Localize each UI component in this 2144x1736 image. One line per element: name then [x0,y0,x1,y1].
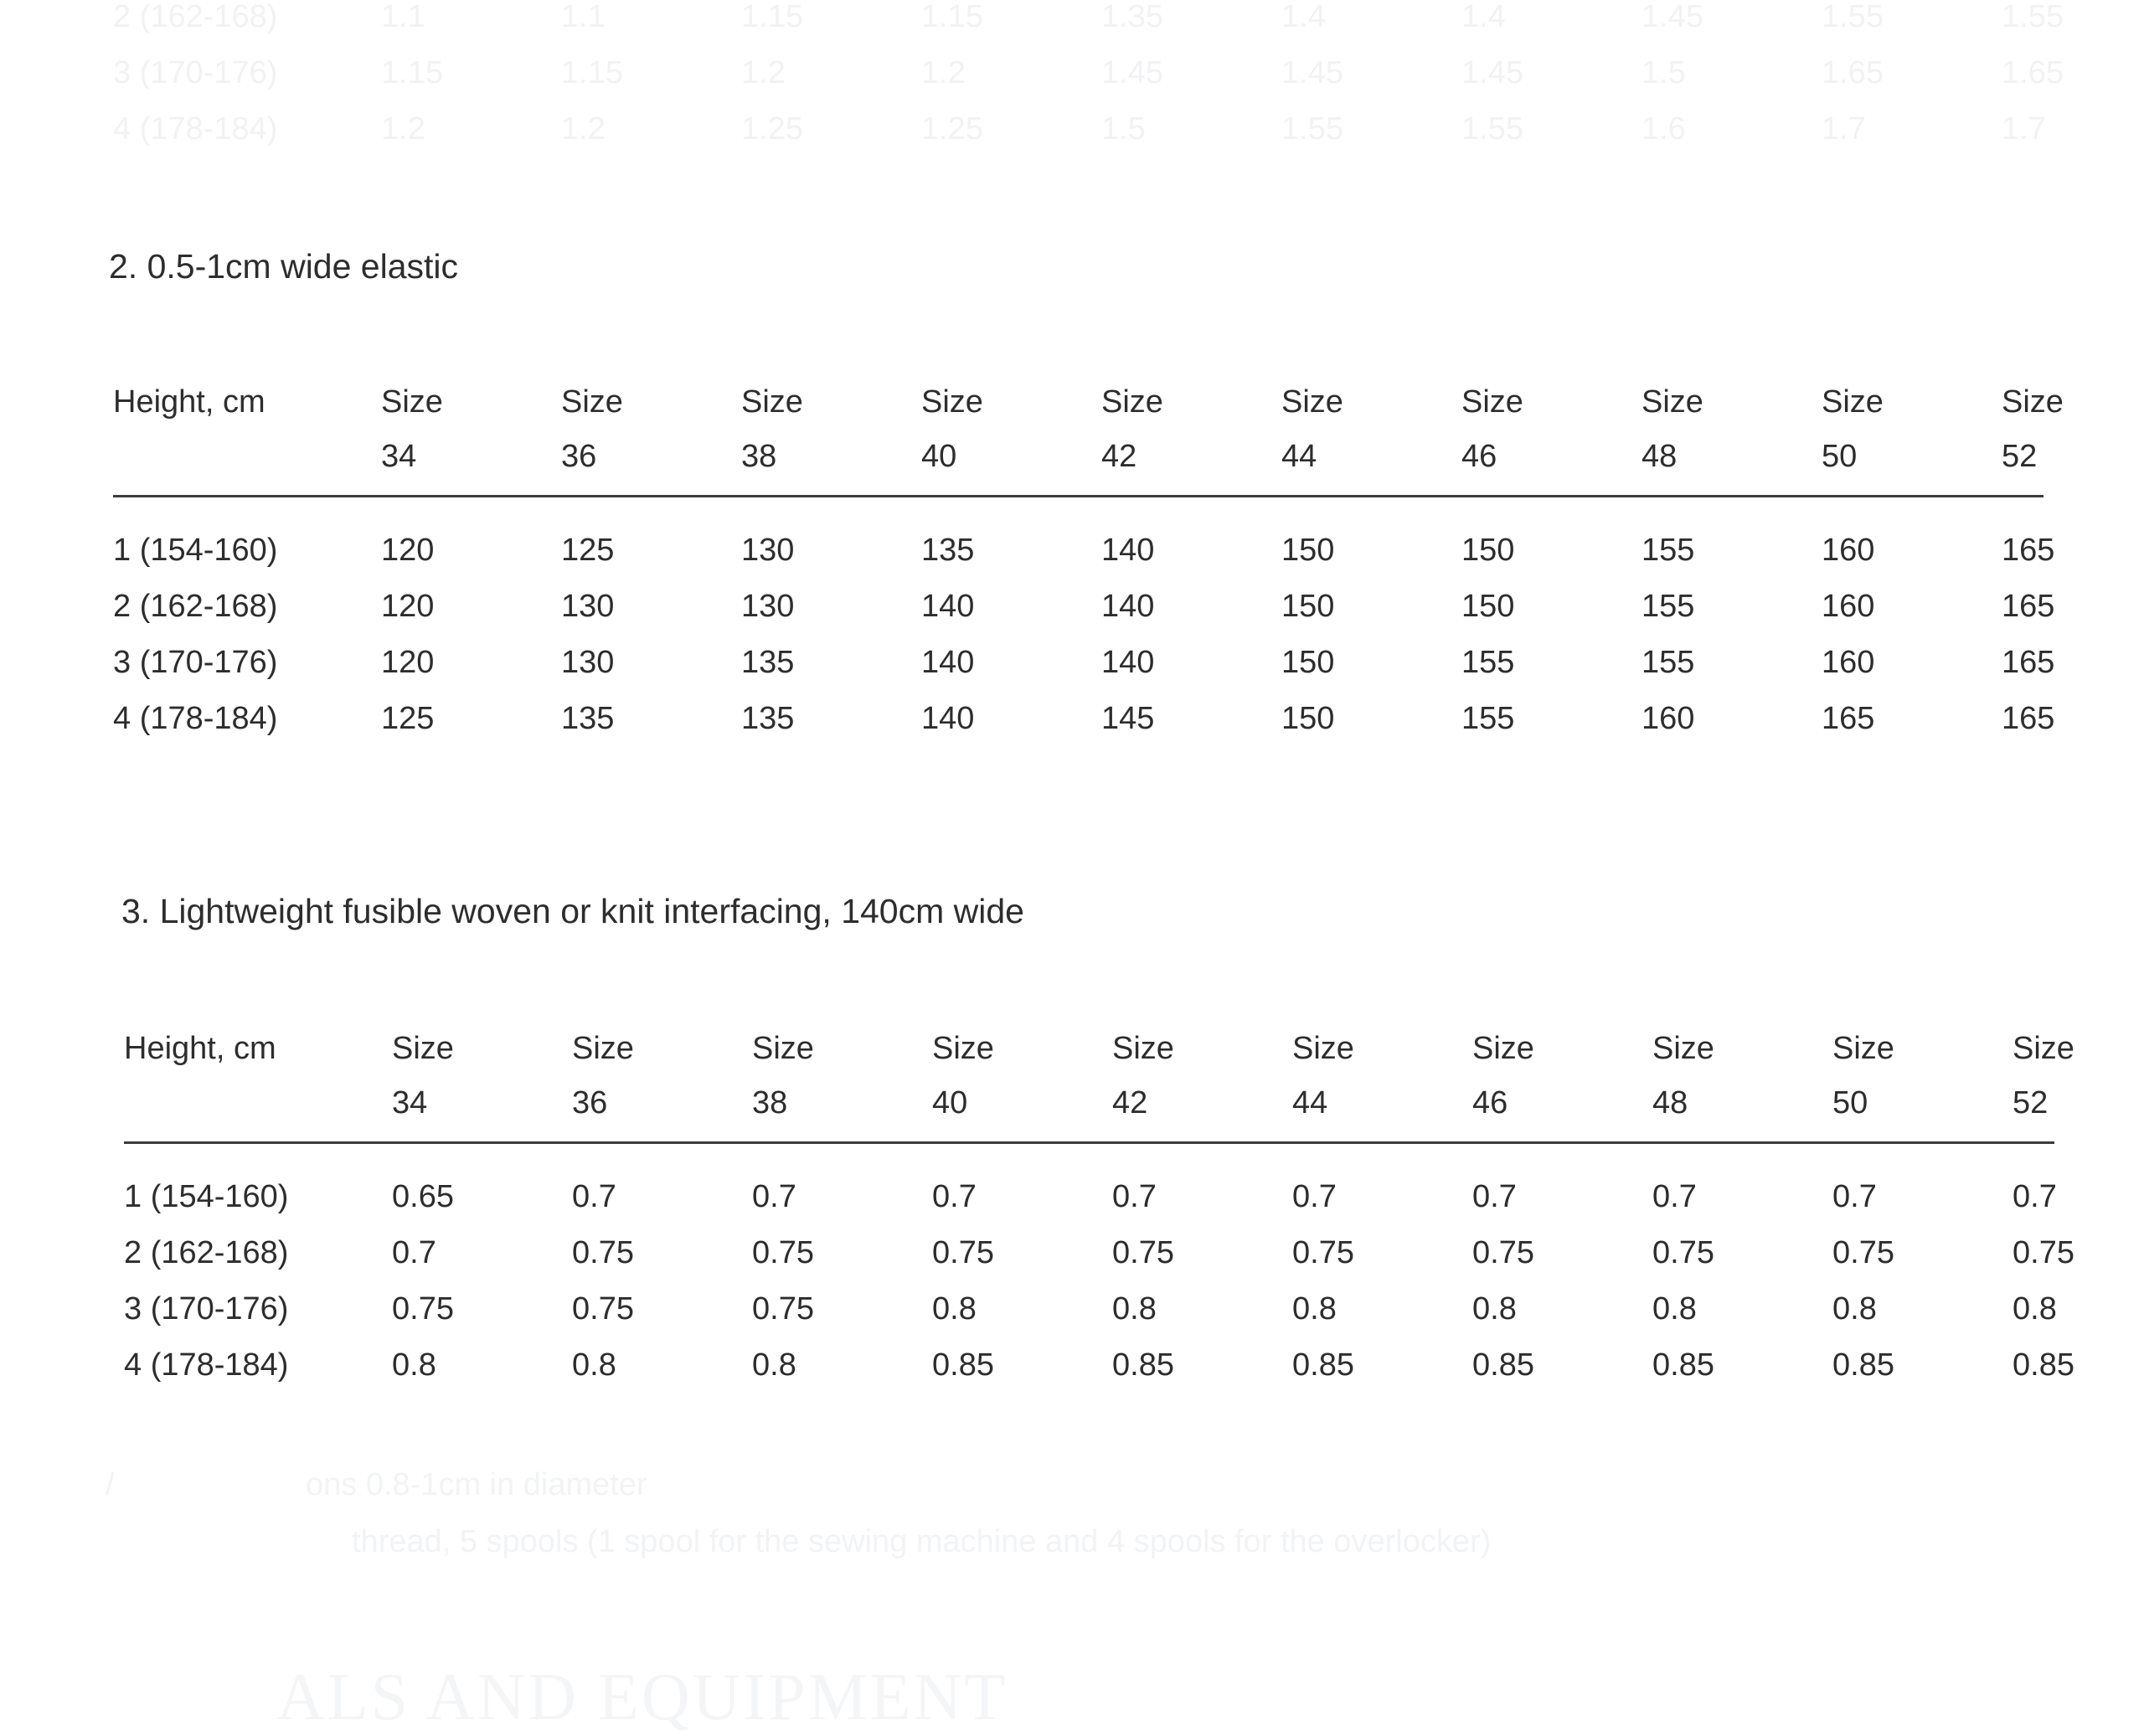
size-number: 48 [1652,1085,1688,1120]
table-cell: 125 [561,533,615,568]
size-word: Size [752,1031,814,1066]
table-cell: 145 [1101,701,1155,736]
size-word: Size [921,384,983,420]
size-word: Size [1832,1031,1894,1066]
table-cell: 1.45 [1642,0,1703,34]
table-cell: 1.5 [1101,111,1146,147]
table-cell: 150 [1281,533,1335,568]
table-cell: 165 [2002,645,2055,680]
table-cell: 1.4 [1461,0,1506,34]
table-cell: 0.75 [2013,1235,2074,1270]
table-cell: 1.2 [741,55,786,90]
column-header [1101,375,1281,484]
ghost-partial-list-number: / [106,1467,115,1502]
column-header [381,375,561,484]
table-cell: 1.1 [381,0,425,34]
table-cell: 0.8 [392,1347,436,1383]
table-cell: 1.55 [1461,111,1523,147]
size-number: 38 [752,1085,788,1120]
table-cell: 165 [2002,589,2055,624]
table-cell: 1.35 [1101,0,1163,34]
table-cell: 0.8 [1112,1291,1157,1326]
size-number: 34 [392,1085,428,1120]
size-number: 42 [1112,1085,1148,1120]
size-word: Size [1112,1031,1174,1066]
row-label: 3 (170-176) [113,645,278,680]
table-cell: 155 [1461,645,1515,680]
column-header [1112,1022,1292,1131]
size-number: 52 [2013,1085,2049,1120]
table-cell: 155 [1642,589,1695,624]
table-cell: 0.85 [1652,1347,1714,1383]
table-cell: 0.85 [932,1347,994,1383]
table-cell: 0.7 [392,1235,436,1270]
table-cell: 0.7 [752,1179,796,1214]
table-cell: 0.75 [1292,1235,1354,1270]
row-label: 1 (154-160) [124,1179,289,1214]
column-header [752,1022,932,1131]
table-cell: 1.2 [561,111,606,147]
size-number: 36 [561,439,597,474]
table-cell: 0.8 [1472,1291,1517,1326]
table-cell: 165 [1822,701,1875,736]
column-header [1652,1022,1832,1131]
row-label: 1 (154-160) [113,533,278,568]
table-row [124,1337,2144,1393]
row-label: 4 (178-184) [124,1347,289,1383]
table-cell: 160 [1822,533,1875,568]
row-header-cell [124,1022,392,1076]
table-cell: 1.55 [2002,0,2064,34]
table-cell: 130 [561,589,615,624]
table-cell: 130 [741,533,795,568]
table-cell: 0.75 [1832,1235,1894,1270]
size-word: Size [572,1031,634,1066]
table-cell: 140 [921,589,975,624]
table-cell: 1.45 [1461,55,1523,90]
ghost-buttons-line: ons 0.8-1cm in diameter [306,1467,647,1502]
table-cell: 0.85 [1472,1347,1534,1383]
size-number: 38 [741,439,777,474]
table-cell: 0.7 [572,1179,616,1214]
size-number: 36 [572,1085,608,1120]
table-cell: 1.5 [1642,55,1686,90]
table-cell: 0.85 [1112,1347,1174,1383]
size-word: Size [741,384,803,420]
table-cell: 0.75 [1112,1235,1174,1270]
table-cell: 0.7 [932,1179,977,1214]
column-header [1642,375,1822,484]
table-cell: 140 [921,701,975,736]
table-cell: 155 [1642,533,1695,568]
size-number: 42 [1101,439,1137,474]
table-cell: 135 [921,533,975,568]
size-word: Size [932,1031,994,1066]
table-cell: 135 [741,645,795,680]
table-cell: 150 [1281,645,1335,680]
size-word: Size [392,1031,454,1066]
size-word: Size [1472,1031,1534,1066]
section-heading-elastic: 2. 0.5-1cm wide elastic [109,247,459,286]
table-cell: 1.55 [1281,111,1343,147]
table-row [113,691,2144,747]
table-cell: 150 [1281,589,1335,624]
table-cell: 1.15 [741,0,803,34]
size-number: 46 [1472,1085,1508,1120]
ghost-next-section-heading: ALS AND EQUIPMENT [276,1661,1008,1734]
table-cell: 1.4 [1281,0,1326,34]
table-cell: 0.7 [1652,1179,1697,1214]
table-cell: 0.8 [1292,1291,1337,1326]
table-cell: 165 [2002,701,2055,736]
table-cell: 130 [561,645,615,680]
size-number: 46 [1461,439,1497,474]
table-cell: 1.45 [1101,55,1163,90]
table-cell: 0.75 [572,1291,634,1326]
size-number: 48 [1642,439,1678,474]
interfacing-table-header [124,1022,2144,1131]
table-row [113,579,2144,635]
table-cell: 1.2 [381,111,425,147]
size-number: 44 [1281,439,1317,474]
size-word: Size [1101,384,1163,420]
table-cell: 130 [741,589,795,624]
column-header [1461,375,1642,484]
table-row [113,523,2144,579]
table-cell: 155 [1642,645,1695,680]
table-cell: 0.75 [1472,1235,1534,1270]
table-cell: 0.75 [572,1235,634,1270]
column-header [921,375,1101,484]
table-cell: 1.7 [1822,111,1866,147]
elastic-table-header [113,375,2144,484]
table-cell: 165 [2002,533,2055,568]
table-cell: 155 [1461,701,1515,736]
table-row [113,635,2144,691]
table-cell: 0.7 [1832,1179,1877,1214]
table-cell: 120 [381,589,435,624]
size-word: Size [1292,1031,1354,1066]
column-header [2002,375,2144,484]
row-label: 2 (162-168) [113,0,278,34]
row-label: 4 (178-184) [113,111,278,147]
table-cell: 140 [921,645,975,680]
header-rule [113,495,2044,497]
table-cell: 160 [1822,645,1875,680]
table-cell: 135 [561,701,615,736]
column-header [572,1022,752,1131]
size-word: Size [381,384,443,420]
table-cell: 150 [1461,589,1515,624]
row-label: 3 (170-176) [124,1291,289,1326]
column-header [1832,1022,2013,1131]
previous-page-ghost-table [113,0,2144,157]
table-cell: 0.85 [1832,1347,1894,1383]
size-word: Size [2013,1031,2074,1066]
table-cell: 150 [1281,701,1335,736]
row-label: 3 (170-176) [113,55,278,90]
size-number: 50 [1832,1085,1868,1120]
elastic-table-body [113,523,2144,747]
column-header [2013,1022,2144,1131]
table-cell: 0.7 [1292,1179,1337,1214]
table-cell: 0.8 [2013,1291,2057,1326]
table-cell: 0.65 [392,1179,454,1214]
table-cell: 140 [1101,589,1155,624]
table-row [124,1169,2144,1225]
column-header [1822,375,2002,484]
table-cell: 0.85 [1292,1347,1354,1383]
table-cell: 0.8 [752,1347,796,1383]
table-cell: 0.8 [1652,1291,1697,1326]
table-cell: 0.75 [932,1235,994,1270]
table-cell: 0.7 [1472,1179,1517,1214]
column-header [1472,1022,1652,1131]
table-cell: 0.85 [2013,1347,2074,1383]
size-word: Size [1652,1031,1714,1066]
table-cell: 120 [381,645,435,680]
column-header [932,1022,1112,1131]
table-cell: 1.15 [921,0,983,34]
size-number: 52 [2002,439,2038,474]
ghost-table-row [113,0,2144,45]
row-header-label: Height, cm [113,384,265,420]
table-cell: 1.6 [1642,111,1686,147]
table-cell: 160 [1642,701,1695,736]
size-word: Size [1281,384,1343,420]
table-cell: 1.55 [1822,0,1884,34]
size-word: Size [1822,384,1884,420]
column-header [561,375,741,484]
elastic-table [113,375,2144,747]
table-cell: 1.45 [1281,55,1343,90]
size-word: Size [1642,384,1703,420]
ghost-table-row [113,45,2144,101]
table-cell: 1.65 [1822,55,1884,90]
table-cell: 0.7 [2013,1179,2057,1214]
ghost-table-row [113,101,2144,157]
size-word: Size [1461,384,1523,420]
table-cell: 0.75 [752,1235,814,1270]
size-number: 50 [1822,439,1858,474]
section-heading-interfacing: 3. Lightweight fusible woven or knit interfacing, 140cm wide [121,892,1024,930]
column-header [741,375,921,484]
table-cell: 0.8 [572,1347,616,1383]
row-header-label: Height, cm [124,1031,276,1066]
table-cell: 0.75 [752,1291,814,1326]
table-cell: 1.1 [561,0,606,34]
table-row [124,1225,2144,1281]
column-header [1281,375,1461,484]
table-cell: 1.15 [381,55,443,90]
interfacing-table [124,1022,2144,1393]
header-rule [124,1141,2054,1144]
column-header [392,1022,572,1131]
table-cell: 1.65 [2002,55,2064,90]
table-cell: 1.25 [921,111,983,147]
table-cell: 120 [381,533,435,568]
table-cell: 160 [1822,589,1875,624]
table-cell: 0.7 [1112,1179,1157,1214]
table-cell: 0.8 [1832,1291,1877,1326]
size-number: 40 [932,1085,968,1120]
size-word: Size [561,384,623,420]
table-cell: 150 [1461,533,1515,568]
table-cell: 140 [1101,645,1155,680]
table-cell: 1.15 [561,55,623,90]
table-cell: 0.8 [932,1291,977,1326]
column-header [1292,1022,1472,1131]
row-header-cell [113,375,381,430]
table-cell: 0.75 [392,1291,454,1326]
row-label: 4 (178-184) [113,701,278,736]
size-word: Size [2002,384,2064,420]
ghost-thread-line: thread, 5 spools (1 spool for the sewing machine and 4 spools for the overlocker) [352,1524,1492,1559]
size-number: 34 [381,439,417,474]
table-cell: 140 [1101,533,1155,568]
table-cell: 1.7 [2002,111,2046,147]
table-cell: 135 [741,701,795,736]
table-cell: 1.2 [921,55,966,90]
interfacing-table-body [124,1169,2144,1393]
size-number: 40 [921,439,957,474]
table-cell: 1.25 [741,111,803,147]
table-cell: 125 [381,701,435,736]
table-row [124,1281,2144,1337]
row-label: 2 (162-168) [113,589,278,624]
size-number: 44 [1292,1085,1328,1120]
row-label: 2 (162-168) [124,1235,289,1270]
table-cell: 0.75 [1652,1235,1714,1270]
